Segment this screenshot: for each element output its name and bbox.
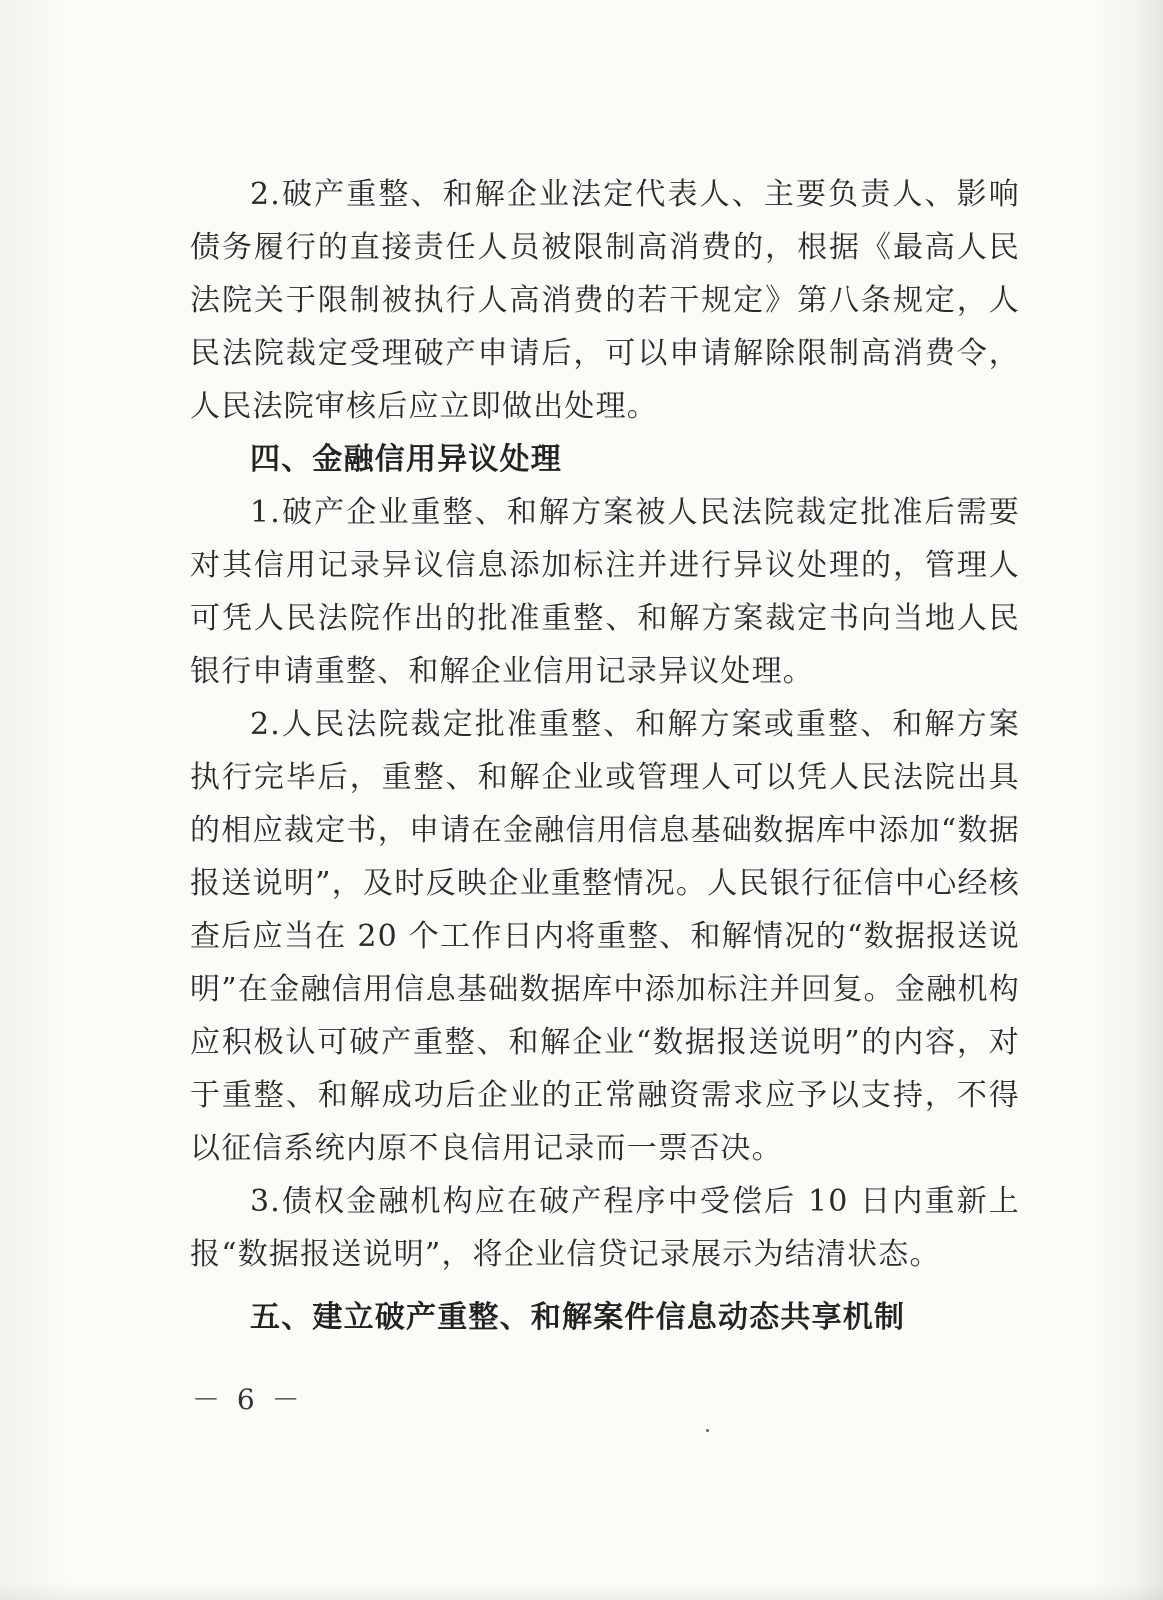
section-heading-4: 四、金融信用异议处理	[250, 442, 562, 477]
page-number: － 6 －	[192, 1383, 304, 1416]
scan-edge-shadow	[1135, 0, 1163, 1600]
scan-speck	[706, 1429, 709, 1432]
paragraph-credit-2: 2.人民法院裁定批准重整、和解方案或重整、和解方案执行完毕后，重整、和解企业或管理人可以凭人民法院出具的相应裁定书，申请在金融信用信息基础数据库中添加“数据报送说明”，及时反映企业重整情况。人民银行征信中心经核查后应当在 20 个工作日内将重整、和解情况的“数据报送说明”在金融信用信息基础数据库中添加标注并回复。金融机构应积极认可破产重整、和解企业“数据报送说明”的内容，对于重整、和解成功后企业的正常融资需求应予以支持，不得以征信系统内原不良信用记录而一票否决。	[190, 707, 1020, 1166]
scan-bottom-shadow	[0, 1582, 1163, 1600]
section-heading-5: 五、建立破产重整、和解案件信息动态共享机制	[250, 1300, 906, 1335]
paragraph-credit-1: 1.破产企业重整、和解方案被人民法院裁定批准后需要对其信用记录异议信息添加标注并进行异议处理的，管理人可凭人民法院作出的批准重整、和解方案裁定书向当地人民银行申请重整、和解企业信用记录异议处理。	[190, 495, 1020, 689]
body-text	[190, 168, 1020, 1344]
paragraph-credit-3: 3.债权金融机构应在破产程序中受偿后 10 日内重新上报“数据报送说明”，将企业信贷记录展示为结清状态。	[190, 1184, 1020, 1272]
paragraph-restriction-2: 2.破产重整、和解企业法定代表人、主要负责人、影响债务履行的直接责任人员被限制高消费的，根据《最高人民法院关于限制被执行人高消费的若干规定》第八条规定，人民法院裁定受理破产申请后，可以申请解除限制高消费令，人民法院审核后应立即做出处理。	[190, 177, 1020, 424]
